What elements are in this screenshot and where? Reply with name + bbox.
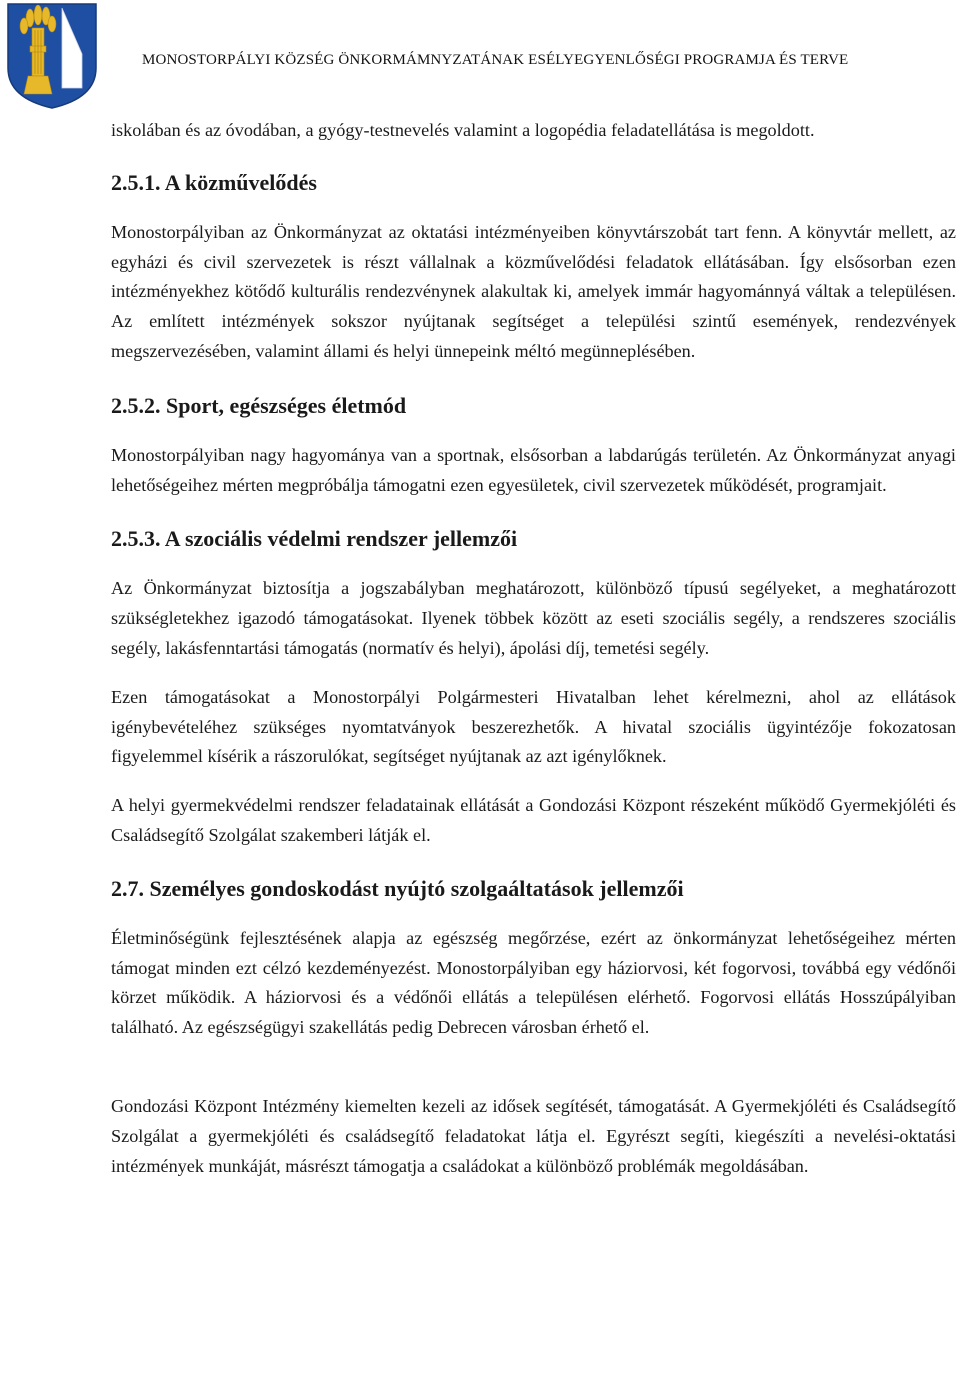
document-header-title: MONOSTORPÁLYI KÖZSÉG ÖNKORMÁMNYZATÁNAK ESÉLYEGYENLŐSÉGI PROGRAMJA ÉS TERVE <box>142 52 849 68</box>
section-heading: 2.5.1. A közművelődés <box>111 169 317 195</box>
paragraph: Gondozási Központ Intézmény kiemelten kezeli az idősek segítését, támogatását. A Gyermekjóléti és Családsegítő Szolgálat a gyermekjóléti és családsegítő feladatokat látja el. Egyrészt segíti, kiegészíti a nevelési-oktatási intézmények munkáját, másrészt támogatja a családokat a különböző problémák megoldásában. <box>111 1095 956 1176</box>
paragraph: iskolában és az óvodában, a gyógy-testnevelés valamint a logopédia feladatellátása is megoldott. <box>111 120 815 140</box>
paragraph: A helyi gyermekvédelmi rendszer feladatainak ellátását a Gondozási Központ részeként működő Gyermekjóléti és Családsegítő Szolgálat szakemberi látják el. <box>111 795 956 845</box>
section-heading: 2.5.2. Sport, egészséges életmód <box>111 392 407 418</box>
paragraph: Életminőségünk fejlesztésének alapja az egészség megőrzése, ezért az önkormányzat lehetőségeihez mérten támogat minden ezt célzó kezdeményezést. Monostorpályiban egy háziorvosi, két fogorvosi, továbbá egy védőnői körzet működik. A háziorvosi és a védőnői ellátás a településen elérhető. Fogorvosi ellátás Hosszúpályiban található. Az egészségügyi szakellátás pedig Debrecen városban érhető el. <box>111 927 956 1038</box>
paragraph: Monostorpályiban az Önkormányzat az oktatási intézményeiben könyvtárszobát tart fenn. A könyvtár mellett, az egyházi és civil szervezetek is részt vállalnak a közművelődési feladatok ellátásában. Így elsősorban ezen intézményekhez kötődő kulturális rendezvénynek alakultak ki, amelyek immár hagyománnyá váltak a településen. Az említett intézmények sokszor nyújtanak segítséget a települési szintű események, rendezvények megszervezésében, valamint állami és helyi ünnepeink méltó megünneplésében. <box>111 221 956 361</box>
coat-of-arms-icon <box>6 2 98 110</box>
section-heading: 2.5.3. A szociális védelmi rendszer jellemzői <box>111 526 518 552</box>
section-heading: 2.7. Személyes gondoskodást nyújtó szolgaáltatások jellemzői <box>111 875 684 901</box>
paragraph: Monostorpályiban nagy hagyománya van a sportnak, elsősorban a labdarúgás területén. Az Önkormányzat anyagi lehetőségeihez mérten megpróbálja támogatni ezen egyesületek, civil szervezetek működését, programjait. <box>111 444 956 495</box>
document-body <box>111 116 956 1181</box>
paragraph: Az Önkormányzat biztosítja a jogszabályban meghatározott, különböző típusú segélyeket, a meghatározott szükségletekhez igazodó támogatásokat. Ilyenek többek között az eseti szociális segély, a rendszeres szociális segély, lakásfenntartási támogatás (normatív és helyi), ápolási díj, temetési segély. <box>111 578 956 658</box>
page-header <box>0 0 960 112</box>
paragraph: Ezen támogatásokat a Monostorpályi Polgármesteri Hivatalban lehet kérelmezni, ahol az ellátások igénybevételéhez szükséges nyomtatványok beszerezhetők. A hivatal szociális ügyintézője fokozatosan figyelemmel kísérik a rászorulókat, segítséget nyújtanak az azt igénylőknek. <box>111 686 956 767</box>
